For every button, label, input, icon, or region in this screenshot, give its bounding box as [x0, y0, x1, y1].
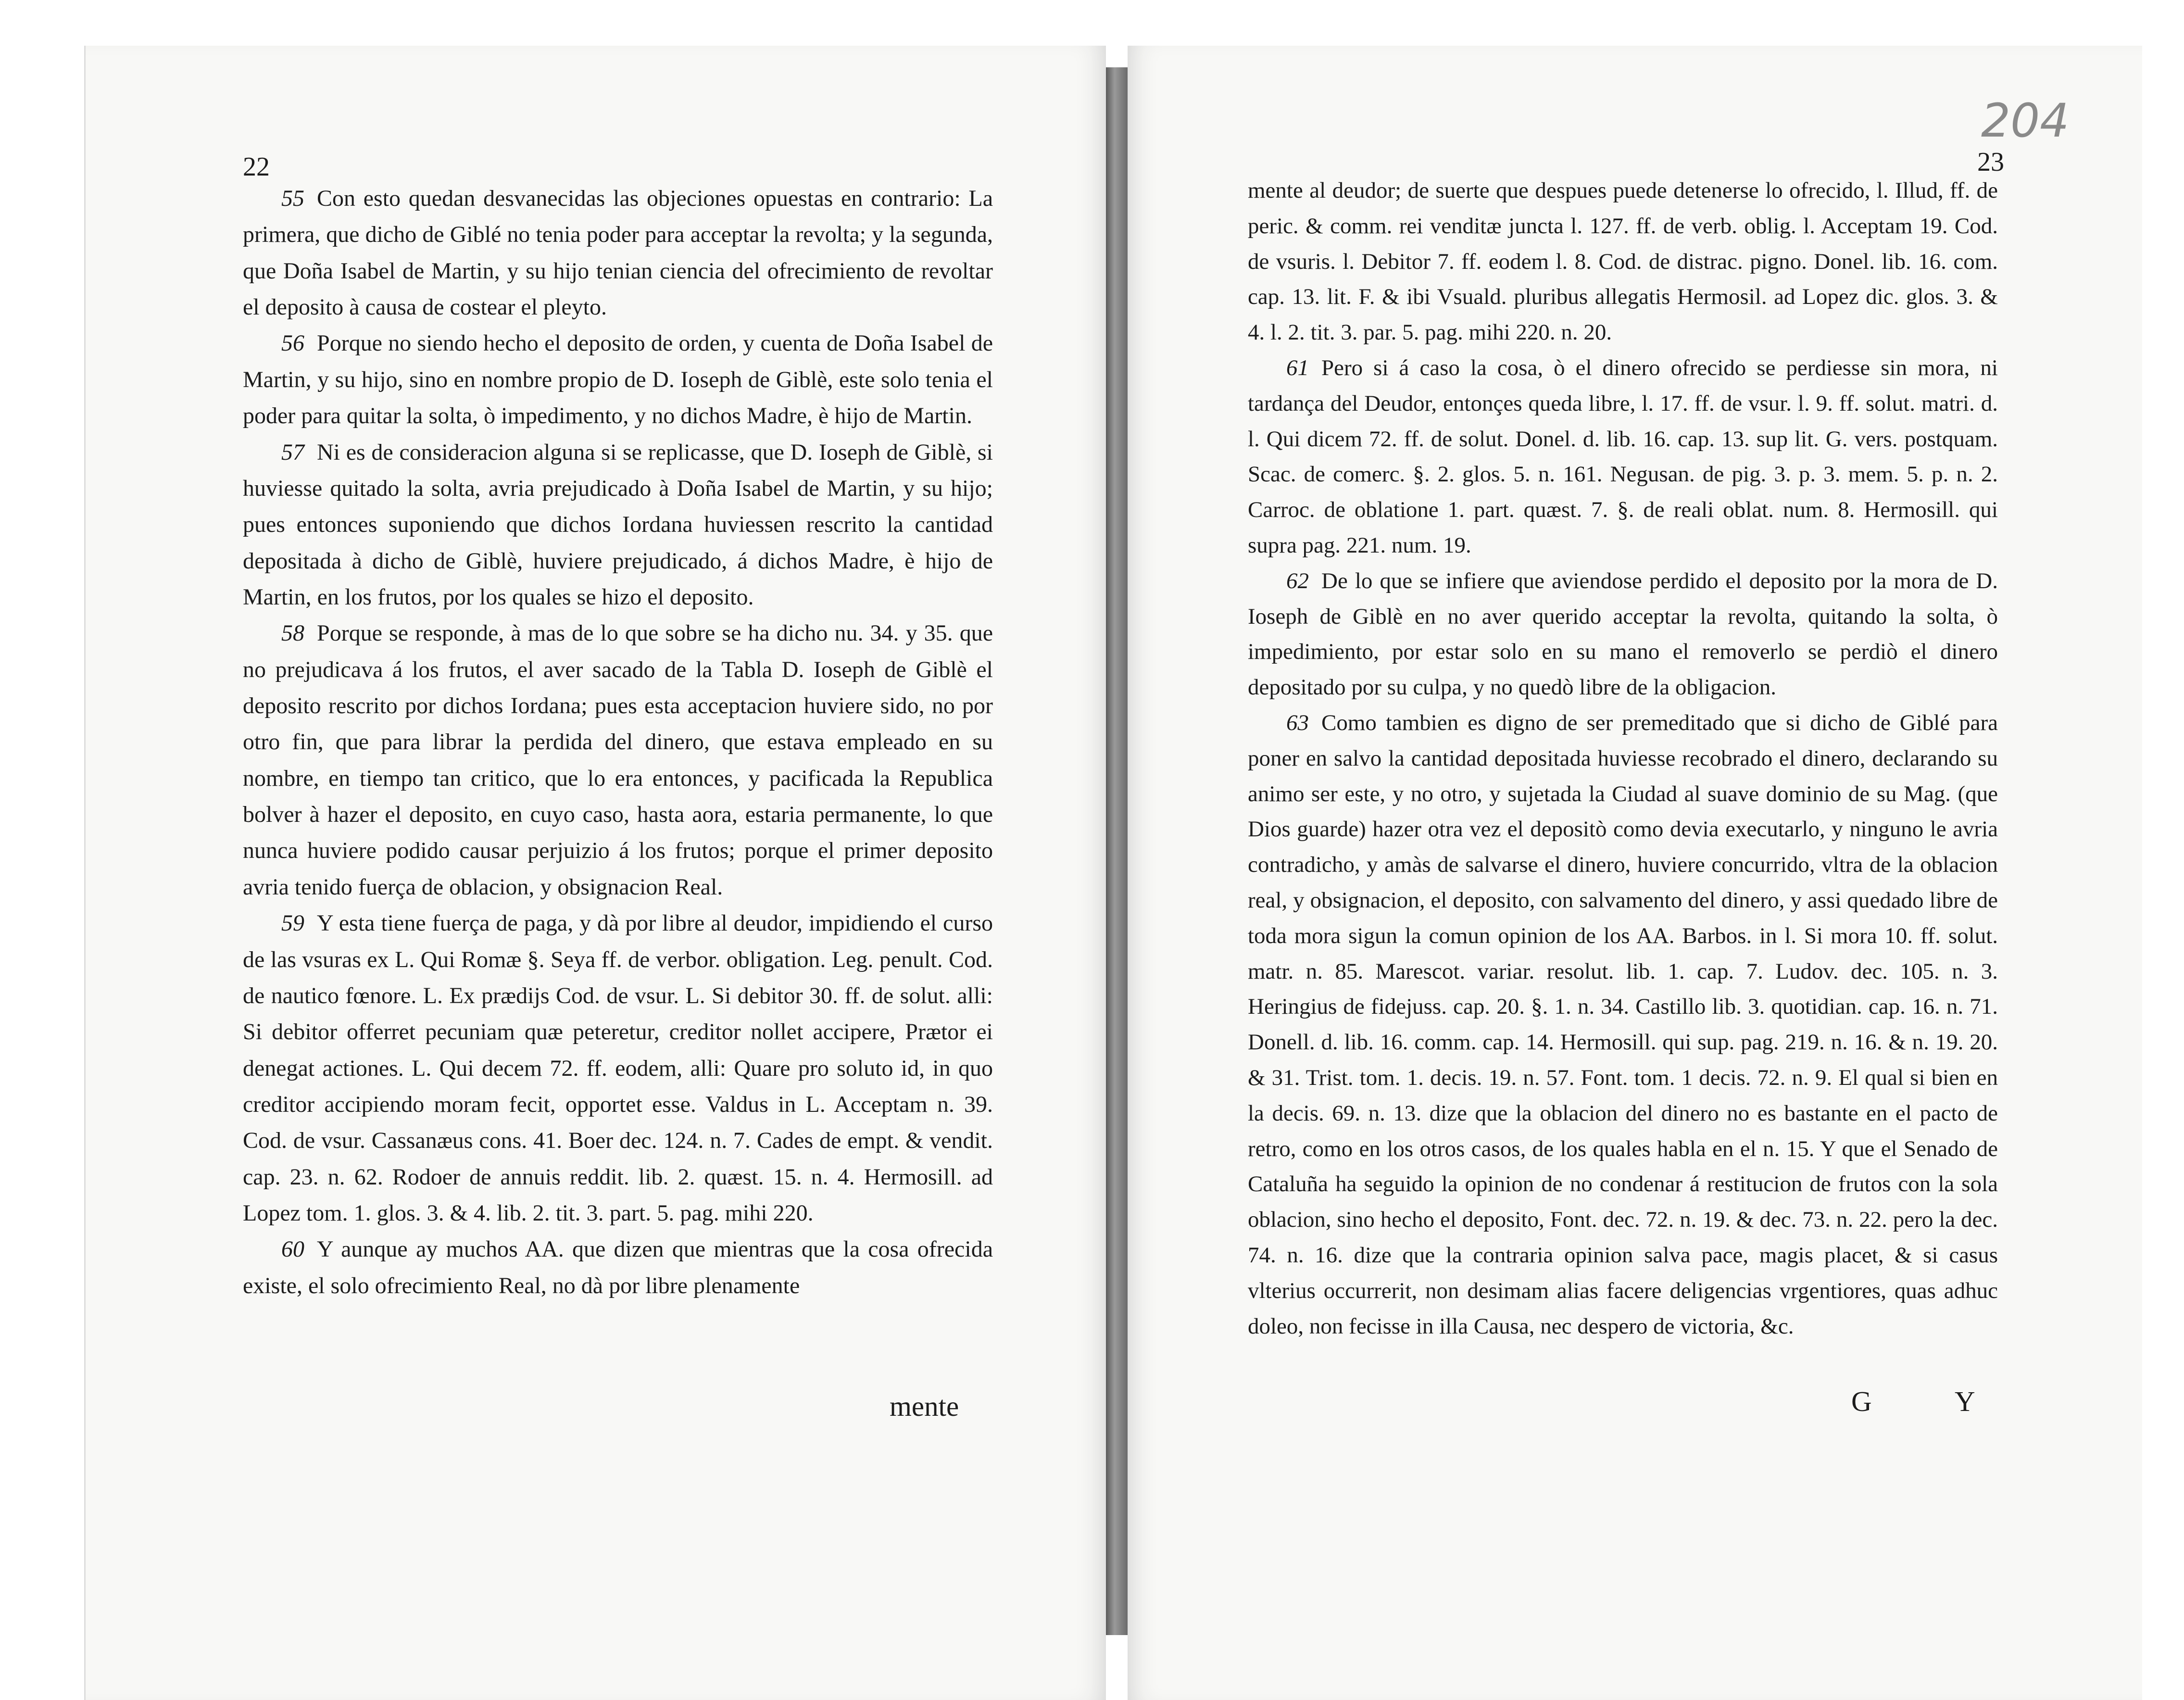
manuscript-folio-number: 204 — [1981, 94, 2070, 148]
book-gutter — [1106, 67, 1128, 1635]
paragraph-60-continued: mente al deudor; de suerte que despues puede detenerse lo ofrecido, l. Illud, ff. de peric. & comm. rei venditæ juncta l. 127. ff. de verb. oblig. l. Acceptam 19. Cod. de vsuris. l. Debitor 7. ff. eodem l. 8. Cod. de distrac. pigno. Donel. lib. 16. com. cap. 13. lit. F. & ibi Vsuald. pluribus allegatis Hermosil. ad Lopez dic. glos. 3. & 4. l. 2. tit. 3. par. 5. pag. mihi 220. n. 20. — [1248, 178, 1998, 345]
right-page-number: 23 — [1977, 147, 2004, 177]
left-page-text — [243, 180, 993, 1304]
right-page-text — [1248, 173, 1998, 1344]
right-catchword: Y — [1955, 1385, 1975, 1417]
paragraph-58: 58 Porque se responde, à mas de lo que sobre se ha dicho nu. 34. y 35. que no prejudicava á los frutos, el aver sacado de la Tabla D. Ioseph de Giblè el deposito rescrito por dichos Iordana; pues esta acceptacion huviere sido, no por otro fin, que para librar la perdida del dinero, que estava empleado en su nombre, en tiempo tan critico, que lo era entonces, y pacificada la Republica bolver à hazer el deposito, en cuyo caso, hasta aora, estaria permanente, lo que nunca huviere podido causar perjuizio á los frutos; porque el primer deposito avria tenido fuerça de oblacion, y obsignacion Real. — [243, 620, 993, 900]
paragraph-59: 59 Y esta tiene fuerça de paga, y dà por libre al deudor, impidiendo el curso de las vsuras ex L. Qui Romæ §. Seya ff. de verbor. obligation. Leg. penult. Cod. de nautico fœnore. L. Ex prædijs Cod. de vsur. L. Si debitor 30. ff. de solut. alli: Si debitor offerret pecuniam quæ peteretur, creditor nollet accipere, Prætor ei denegat actiones. L. Qui decem 72. ff. eodem, alli: Quare pro soluto id, in quo creditor accipiendo moram fecit, opportet esse. Valdus in L. Acceptam n. 39. Cod. de vsur. Cassanæus cons. 41. Boer dec. 124. n. 7. Cades de empt. & vendit. cap. 23. n. 62. Rodoer de annuis reddit. lib. 2. quæst. 15. n. 4. Hermosill. ad Lopez tom. 1. glos. 3. & 4. lib. 2. tit. 3. part. 5. pag. mihi 220. — [243, 910, 993, 1226]
paragraph-55: 55 Con esto quedan desvanecidas las objeciones opuestas en contrario: La primera, que dicho de Giblé no tenia poder para acceptar la revolta; y la segunda, que Doña Isabel de Martin, y su hijo tenian ciencia del ofrecimiento de revoltar el deposito à causa de costear el pleyto. — [243, 186, 993, 320]
left-catchword: mente — [890, 1390, 959, 1422]
paragraph-62: 62 De lo que se infiere que aviendose perdido el deposito por la mora de D. Ioseph de Giblè en no aver querido acceptar la revolta, quitando la solta, ò impedimiento, por estar solo en su mano el removerlo se perdiò el dinero depositado por su culpa, y no quedò libre de la obligacion. — [1248, 568, 1998, 700]
paragraph-61: 61 Pero si á caso la cosa, ò el dinero ofrecido se perdiesse sin mora, ni tardança del Deudor, entonçes queda libre, l. 17. ff. de vsur. l. 9. ff. solut. matri. d. l. Qui dicem 72. ff. de solut. Donel. d. lib. 16. cap. 13. sup lit. G. vers. postquam. Scac. de comerc. §. 2. glos. 5. n. 161. Negusan. de pig. 3. p. 3. mem. 5. p. n. 2. Carroc. de oblatione 1. part. quæst. 7. §. de reali oblat. num. 8. Hermosill. qui supra pag. 221. num. 19. — [1248, 355, 1998, 558]
paragraph-60: 60 Y aunque ay muchos AA. que dizen que mientras que la cosa ofrecida existe, el solo ofrecimiento Real, no dà por libre plenamente — [243, 1236, 993, 1298]
signature-mark: G — [1851, 1385, 1872, 1417]
paragraph-57: 57 Ni es de consideracion alguna si se replicasse, que D. Ioseph de Giblè, si huviesse quitado la solta, avria prejudicado à Doña Isabel de Martin, y su hijo; pues entonces suponiendo que dichos Iordana huviessen rescrito la cantidad depositada à dicho de Giblè, huviere prejudicado, á dichos Madre, è hijo de Martin, en los frutos, por los quales se hizo el deposito. — [243, 439, 993, 610]
left-page-number: 22 — [243, 152, 270, 182]
paragraph-56: 56 Porque no siendo hecho el deposito de orden, y cuenta de Doña Isabel de Martin, y su hijo, sino en nombre propio de D. Ioseph de Giblè, este solo tenia el poder para quitar la solta, ò impedimento, y no dichos Madre, è hijo de Martin. — [243, 330, 993, 429]
paragraph-63: 63 Como tambien es digno de ser premeditado que si dicho de Giblé para poner en salvo la cantidad depositada huviesse recobrado el dinero, declarando su animo ser este, y no otro, y sujetada la Ciudad al suave dominio de su Mag. (que Dios guarde) hazer otra vez el depositò como devia executarlo, y ninguno le avria contradicho, y amàs de salvarse el dinero, huviere concurrido, vltra de la oblacion real, y obsignacion, el deposito, con salvamento del dinero, y assi quedado libre de toda mora sigun la comun opinion de los AA. Barbos. in l. Si mora 10. ff. solut. matr. n. 85. Marescot. variar. resolut. lib. 1. cap. 7. Ludov. dec. 105. n. 3. Heringius de fidejuss. cap. 20. §. 1. n. 34. Castillo lib. 3. quotidian. cap. 16. n. 71. Donell. d. lib. 16. comm. cap. 14. Hermosill. qui sup. pag. 219. n. 16. & n. 19. 20. & 31. Trist. tom. 1. decis. 19. n. 57. Font. tom. 1 decis. 72. n. 9. El qual si bien en la decis. 69. n. 13. dize que la oblacion del dinero no es bastante en el pacto de retro, como en los otros casos, de los quales habla en el n. 15. Y que el Senado de Cataluña ha seguido la opinion de no condenar á restitucion de frutos con la sola oblacion, sino hecho el deposito, Font. dec. 72. n. 19. & dec. 73. n. 22. pero la dec. 74. n. 16. dize que la contraria opinion salva pace, magis placet, & si casus vlterius occurrerit, non desimam alias facere deligencias vrgentiores, quas adhuc doleo, non fecisse in illa Causa, nec despero de victoria, &c. — [1248, 710, 1998, 1339]
